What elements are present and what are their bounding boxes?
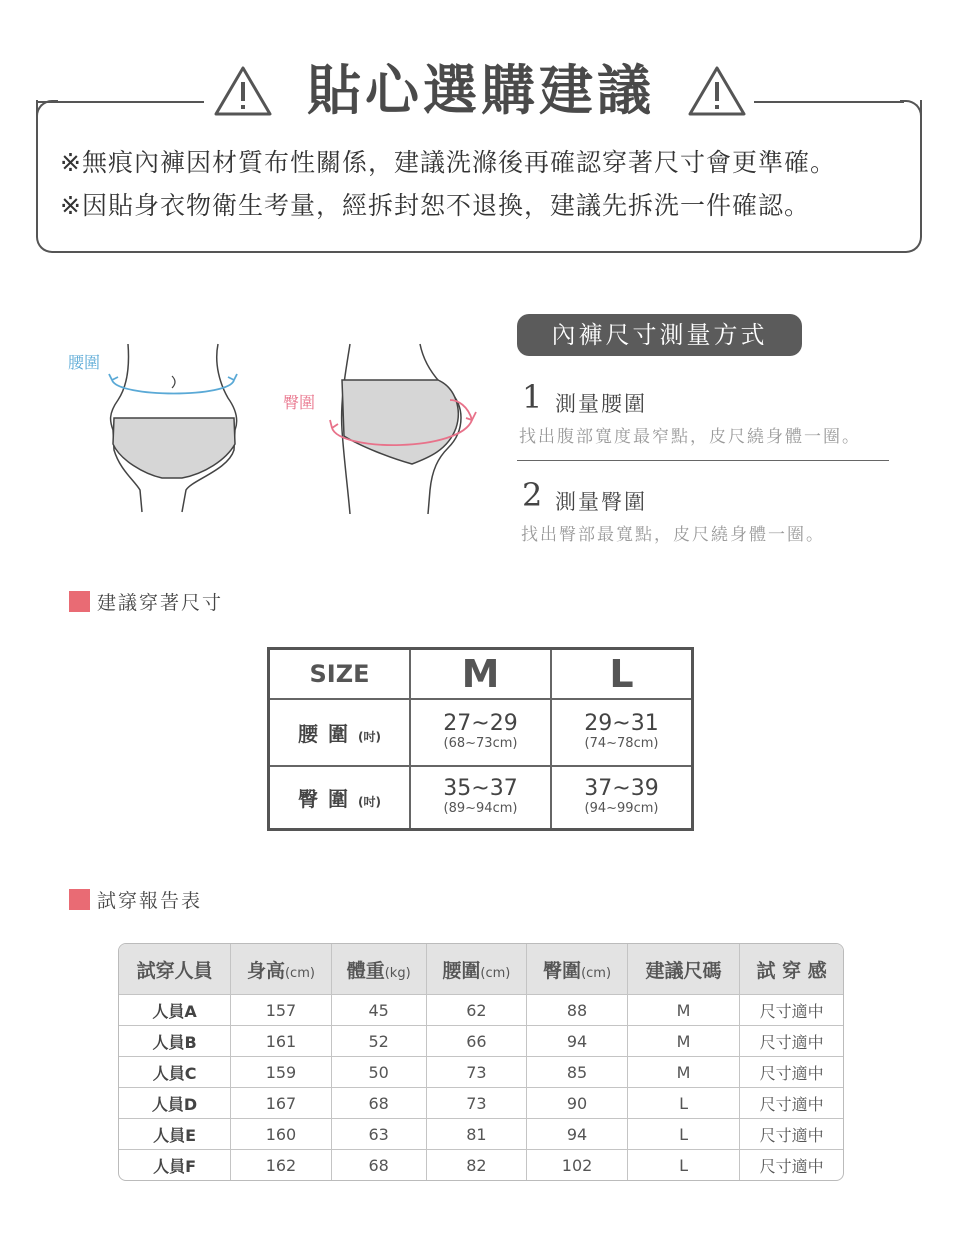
notice-line: ※無痕內褲因材質布性關係，建議洗滌後再確認穿著尺寸會更準確。 xyxy=(60,148,836,177)
trial-cell: 81 xyxy=(426,1119,527,1150)
size-table xyxy=(267,647,694,831)
size-cell: 35~37 (89~94cm) xyxy=(410,766,551,830)
trial-cell: 102 xyxy=(527,1150,628,1181)
trial-cell: 157 xyxy=(231,995,332,1026)
table-row xyxy=(119,1119,843,1150)
trial-cell: 63 xyxy=(331,1119,426,1150)
table-row xyxy=(119,1057,843,1088)
trial-table xyxy=(119,944,843,1180)
trial-person-cell: 人員A xyxy=(119,995,231,1026)
trial-table-wrapper xyxy=(118,943,844,1181)
step-title: 測量臀圍 xyxy=(555,490,647,514)
trial-column-header: 身高(cm) xyxy=(231,944,332,995)
trial-cell: 62 xyxy=(426,995,527,1026)
step-desc: 找出腹部寬度最窄點，皮尺繞身體一圈。 xyxy=(519,427,861,447)
trial-cell: 尺寸適中 xyxy=(740,995,843,1026)
trial-cell: 尺寸適中 xyxy=(740,1088,843,1119)
trial-cell: 94 xyxy=(527,1026,628,1057)
size-row-label: 臀圍(吋) xyxy=(269,766,411,830)
trial-cell: 52 xyxy=(331,1026,426,1057)
size-cell: 29~31 (74~78cm) xyxy=(551,699,693,766)
trial-section-heading: 試穿報告表 xyxy=(69,886,202,913)
trial-cell: 167 xyxy=(231,1088,332,1119)
trial-cell: 88 xyxy=(527,995,628,1026)
trial-person-cell: 人員F xyxy=(119,1150,231,1181)
size-header: L xyxy=(551,649,693,699)
trial-cell: M xyxy=(627,1026,739,1057)
trial-cell: 73 xyxy=(426,1088,527,1119)
size-header: M xyxy=(410,649,551,699)
hip-figure-illustration xyxy=(320,340,490,518)
trial-cell: 45 xyxy=(331,995,426,1026)
step-number: 1 xyxy=(522,378,543,416)
trial-cell: 161 xyxy=(231,1026,332,1057)
trial-cell: 尺寸適中 xyxy=(740,1057,843,1088)
size-cell: 27~29 (68~73cm) xyxy=(410,699,551,766)
trial-cell: 尺寸適中 xyxy=(740,1026,843,1057)
trial-cell: 90 xyxy=(527,1088,628,1119)
section-square-icon xyxy=(69,591,90,612)
trial-cell: 159 xyxy=(231,1057,332,1088)
trial-person-cell: 人員D xyxy=(119,1088,231,1119)
trial-cell: 68 xyxy=(331,1088,426,1119)
step-desc: 找出臀部最寬點，皮尺繞身體一圈。 xyxy=(521,525,825,545)
step-number: 2 xyxy=(522,476,543,514)
size-row-label: 腰圍(吋) xyxy=(269,699,411,766)
table-row xyxy=(119,1026,843,1057)
trial-column-header: 試 穿 感 xyxy=(740,944,843,995)
trial-person-cell: 人員C xyxy=(119,1057,231,1088)
table-row xyxy=(119,995,843,1026)
size-cell: 37~39 (94~99cm) xyxy=(551,766,693,830)
page-title: 貼心選購建議 xyxy=(307,59,655,122)
step-divider xyxy=(517,460,889,461)
measure-method-pill: 內褲尺寸測量方式 xyxy=(517,314,802,356)
step-title: 測量腰圍 xyxy=(555,392,647,416)
trial-column-header: 體重(kg) xyxy=(331,944,426,995)
trial-cell: 162 xyxy=(231,1150,332,1181)
trial-cell: L xyxy=(627,1119,739,1150)
hip-figure-label: 臀圍 xyxy=(283,393,316,412)
notice-line: ※因貼身衣物衛生考量，經拆封恕不退換，建議先拆洗一件確認。 xyxy=(60,191,810,220)
trial-column-header: 臀圍(cm) xyxy=(527,944,628,995)
trial-cell: 94 xyxy=(527,1119,628,1150)
trial-cell: M xyxy=(627,1057,739,1088)
table-row xyxy=(119,1150,843,1181)
trial-cell: 尺寸適中 xyxy=(759,1156,824,1176)
trial-cell: 66 xyxy=(426,1026,527,1057)
trial-cell: 50 xyxy=(331,1057,426,1088)
trial-cell: 尺寸適中 xyxy=(740,1119,843,1150)
trial-cell: L xyxy=(627,1150,739,1181)
trial-cell: 73 xyxy=(426,1057,527,1088)
trial-column-header: 腰圍(cm) xyxy=(426,944,527,995)
size-section-heading: 建議穿著尺寸 xyxy=(69,588,223,615)
trial-person-cell: 人員B xyxy=(119,1026,231,1057)
trial-cell: 160 xyxy=(231,1119,332,1150)
section-square-icon xyxy=(69,889,90,910)
size-corner: SIZE xyxy=(269,649,411,699)
trial-column-header: 試穿人員 xyxy=(119,944,231,995)
trial-cell: 68 xyxy=(331,1150,426,1181)
trial-cell: M xyxy=(627,995,739,1026)
trial-column-header: 建議尺碼 xyxy=(627,944,739,995)
waist-figure-label: 腰圍 xyxy=(68,353,101,372)
trial-person-cell: 人員E xyxy=(119,1119,231,1150)
trial-cell: L xyxy=(627,1088,739,1119)
trial-cell: 82 xyxy=(426,1150,527,1181)
trial-cell: 85 xyxy=(527,1057,628,1088)
table-row xyxy=(119,1088,843,1119)
waist-figure-illustration xyxy=(100,340,250,515)
